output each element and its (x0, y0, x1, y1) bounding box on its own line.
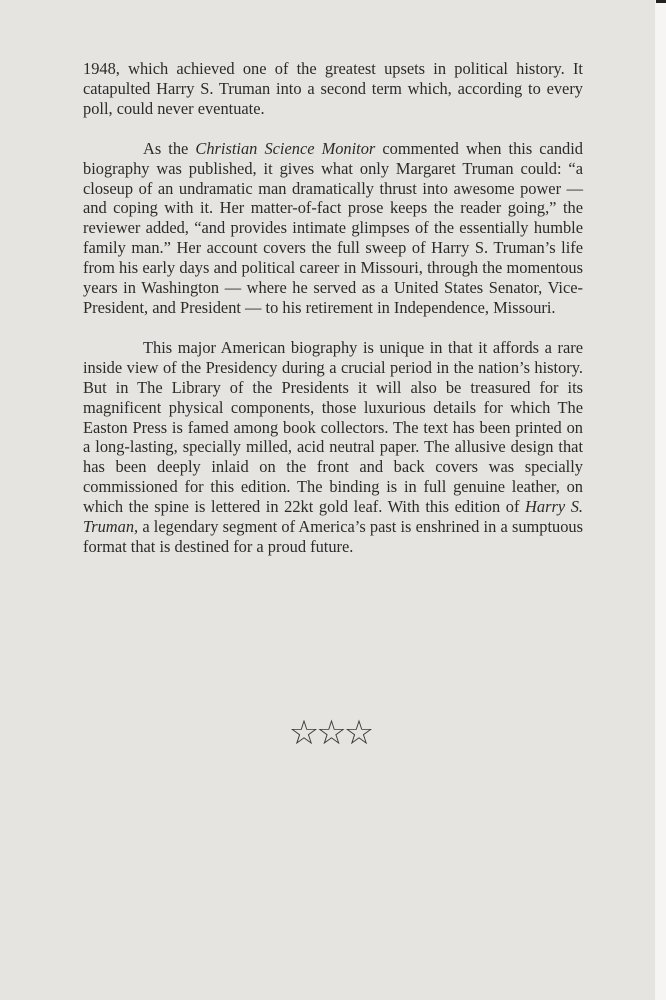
star-icon: ☆☆☆ (288, 713, 372, 753)
paragraph-3-post: a legendary segment of America’s past is enshrined in a sumptuous format that is destined for a proud future. (83, 517, 583, 556)
paragraph-1: 1948, which achieved one of the greatest upsets in political history. It catapulted Harry S. Truman into a second term which, according to every poll, could never eventuate. (83, 59, 583, 118)
scan-border (656, 0, 666, 3)
paragraph-2-pre: As the (143, 138, 196, 158)
paragraph-2-post: commented when this candid biography was published, it gives what only Margaret Truman could: “a closeup of an undramatic man dramatically thrust into awesome power — and coping with it. Her matter-of-fact prose keeps the reader going,” the reviewer added, “and provides intimate glimpses of the essentially humble family man.” Her account covers the full sweep of Harry S. Truman’s life from his early days and political career in Missouri, through the momentous years in Washington — where he served as a United States Senator, Vice-President, and President — to his retirement in Independence, Missouri. (83, 138, 584, 317)
paragraph-3-pre: This major American biography is unique in that it affords a rare inside view of the Presidency during a crucial period in the nation’s history. But in The Library of the Presidents it will also be treasured for its magnificent physical components, those luxurious details for which The Easton Press is famed among book collectors. The text has been printed on a long-lasting, specially milled, acid neutral paper. The allusive design that has been deeply inlaid on the front and back covers was specially commissioned for this edition. The binding is in full genuine leather, on which the spine is lettered in 22kt gold leaf. With this edition of (83, 337, 583, 517)
paragraph-3 (83, 338, 583, 557)
publication-title: Christian Science Monitor (195, 138, 376, 158)
paragraph-2 (83, 139, 583, 318)
body-text (83, 59, 583, 577)
page-edge (655, 0, 666, 1000)
book-title: Harry S. Truman, (83, 497, 583, 537)
